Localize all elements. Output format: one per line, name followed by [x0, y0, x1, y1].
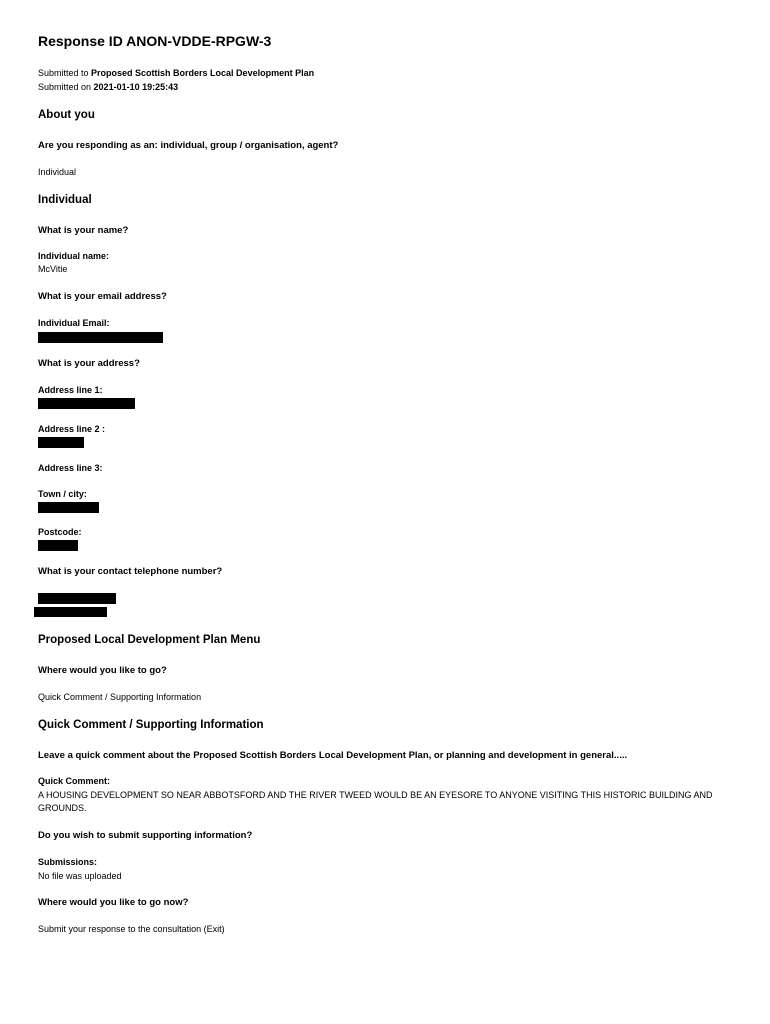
label-quick-comment: Quick Comment:: [38, 776, 111, 786]
value-submissions: No file was uploaded: [38, 871, 122, 881]
question-respondent-type: Are you responding as an: individual, group / organisation, agent?: [38, 140, 339, 151]
label-individual-name: Individual name:: [38, 251, 110, 261]
label-postcode: Postcode:: [38, 527, 82, 537]
redaction-bar-town-city: [38, 502, 99, 513]
section-heading-quick-comment: Quick Comment / Supporting Information: [38, 719, 264, 731]
question-quick-comment: Leave a quick comment about the Proposed Scottish Borders Local Development Plan, or planning and development in general.....: [38, 750, 628, 761]
section-heading-plan-menu: Proposed Local Development Plan Menu: [38, 634, 261, 646]
question-supporting-information: Do you wish to submit supporting information?: [38, 830, 253, 841]
value-quick-comment: A HOUSING DEVELOPMENT SO NEAR ABBOTSFORD AND THE RIVER TWEED WOULD BE AN EYESORE TO ANYONE VISITING THIS HISTORIC BUILDING AND GROUNDS.: [38, 790, 713, 813]
question-telephone: What is your contact telephone number?: [38, 566, 223, 577]
redaction-bar-email: [38, 332, 163, 343]
page-title: Response ID ANON-VDDE-RPGW-3: [38, 33, 272, 49]
answer-where-to-go-now: Submit your response to the consultation (Exit): [38, 924, 225, 934]
label-address-line-3: Address line 3:: [38, 463, 103, 473]
value-individual-name: McVitie: [38, 264, 68, 274]
label-individual-email: Individual Email:: [38, 318, 110, 328]
label-submissions: Submissions:: [38, 857, 98, 867]
submitted-on-line: [38, 82, 178, 92]
submitted-to-line: [38, 68, 314, 78]
section-heading-about-you: About you: [38, 109, 95, 121]
question-name: What is your name?: [38, 225, 129, 236]
label-address-line-1: Address line 1:: [38, 385, 103, 395]
question-address: What is your address?: [38, 358, 140, 369]
redaction-bar-postcode: [38, 540, 78, 551]
answer-where-to-go: Quick Comment / Supporting Information: [38, 692, 202, 702]
label-town-city: Town / city:: [38, 489, 87, 499]
section-heading-individual: Individual: [38, 194, 92, 206]
redaction-bar-telephone-1: [38, 593, 116, 604]
answer-respondent-type: Individual: [38, 167, 77, 177]
redaction-bar-address-line-1: [38, 398, 135, 409]
submitted-to-prefix: Submitted to: [38, 68, 92, 78]
question-where-to-go: Where would you like to go?: [38, 665, 167, 676]
label-address-line-2: Address line 2 :: [38, 424, 106, 434]
redaction-bar-telephone-2: [34, 607, 107, 617]
submitted-to-value: Proposed Scottish Borders Local Development Plan: [91, 68, 315, 78]
question-where-to-go-now: Where would you like to go now?: [38, 897, 189, 908]
submitted-on-value: 2021-01-10 19:25:43: [93, 82, 179, 92]
redaction-bar-address-line-2: [38, 437, 84, 448]
question-email: What is your email address?: [38, 291, 167, 302]
submitted-on-prefix: Submitted on: [38, 82, 94, 92]
